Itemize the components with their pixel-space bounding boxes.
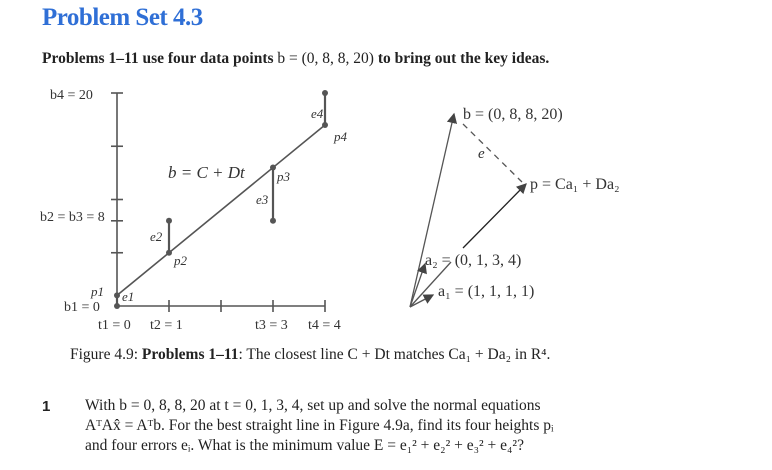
figure-caption — [70, 346, 550, 364]
least-squares-plot — [111, 90, 328, 312]
data-point — [322, 90, 328, 96]
label-b-vector: b = (0, 8, 8, 20) — [463, 106, 563, 123]
projected-point — [270, 165, 276, 171]
x-label-t1: t1 = 0 — [98, 318, 131, 333]
projected-point — [166, 250, 172, 256]
y-label-b4: b4 = 20 — [50, 88, 93, 103]
label-p-vector: p = Ca₁ + Da₂ — [530, 176, 620, 193]
best-fit-line — [117, 125, 325, 295]
label-e: e — [478, 146, 485, 162]
y-label-b2-b3: b2 = b3 = 8 — [40, 210, 105, 225]
problem-line-2: AᵀAx̂ = Aᵀb. For the best straight line in Figure 4.9a, find its four heights pᵢ — [85, 417, 554, 434]
caption-bold: Problems 1–11 — [141, 346, 239, 363]
y-label-b1: b1 = 0 — [64, 300, 100, 315]
intro-math: b = (0, 8, 8, 20) — [277, 50, 374, 67]
label-e1: e1 — [122, 289, 135, 304]
x-label-t3: t3 = 3 — [255, 318, 288, 333]
data-point — [270, 218, 276, 224]
projected-point — [322, 122, 328, 128]
page-title: Problem Set 4.3 — [42, 4, 203, 31]
label-e2: e2 — [150, 229, 163, 244]
label-p3: p3 — [277, 169, 290, 184]
x-label-t4: t4 = 4 — [308, 318, 341, 333]
intro-before: Problems 1–11 use four data points — [42, 50, 278, 67]
label-p1: p1 — [91, 284, 104, 299]
intro-after: to bring out the key ideas. — [373, 50, 550, 67]
label-a2: a₂ = (0, 1, 3, 4) — [425, 252, 522, 269]
label-p4: p4 — [334, 129, 347, 144]
vector-p — [463, 184, 526, 248]
line-label: b = C + Dt — [168, 163, 245, 182]
caption-rest: : The closest line C + Dt matches Ca₁ + Da₂ in R⁴. — [238, 346, 551, 363]
data-point — [166, 218, 172, 224]
error-e-dashed — [463, 124, 522, 182]
caption-prefix: Figure 4.9: — [70, 346, 142, 363]
vector-b — [410, 114, 454, 307]
projected-point — [114, 292, 120, 298]
label-e4: e4 — [311, 106, 324, 121]
problem-number: 1 — [42, 398, 51, 415]
problem-line-1: With b = 0, 8, 8, 20 at t = 0, 1, 3, 4, set up and solve the normal equations — [85, 397, 541, 414]
x-label-t2: t2 = 1 — [150, 318, 183, 333]
label-p2: p2 — [174, 253, 187, 268]
data-point — [114, 303, 120, 309]
vector-diagram — [410, 114, 526, 307]
problem-line-3: and four errors eᵢ. What is the minimum value E = e₁² + e₂² + e₃² + e₄²? — [85, 437, 524, 454]
label-a1: a₁ = (1, 1, 1, 1) — [438, 283, 535, 300]
label-e3: e3 — [256, 192, 269, 207]
